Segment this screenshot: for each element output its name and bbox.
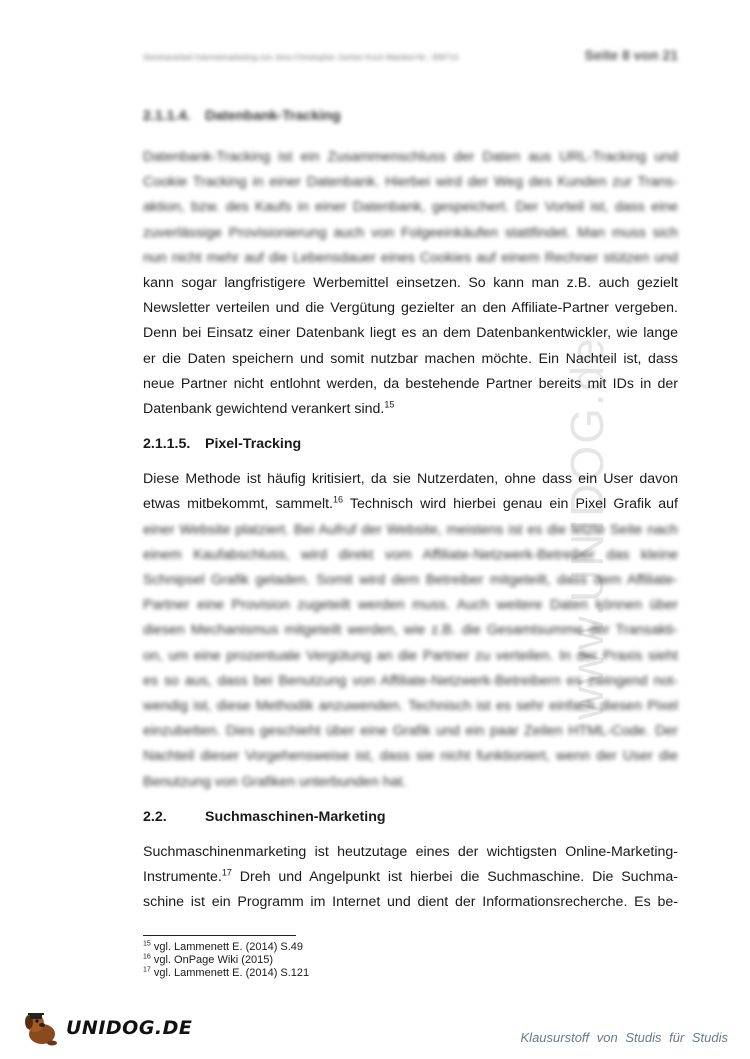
footnote-divider <box>143 935 296 936</box>
text-line: Denn bei Einsatz einer Datenbank liegt es an dem Datenbankentwickler, wie lange <box>143 325 678 342</box>
text-line: Nachteil dieser Vorgehensweise ist, dass sie nicht funktioniert, wenn der User die <box>143 748 678 765</box>
heading-title: Suchmaschinen-Marketing <box>205 808 386 825</box>
heading-pixel-tracking <box>143 432 678 457</box>
text-line: aktion, bzw. des Kaufs in einer Datenbank, gespeichert. Der Vorteil ist, dass eine <box>143 199 678 216</box>
page-number: Seite 8 von 21 <box>584 47 678 63</box>
text-line: Suchmaschinenmarketing ist heutzutage eines der wichtigsten Online-Marketing- <box>143 843 678 860</box>
text-line: einzubetten. Dies geschieht über eine Grafik und ein paar Zeilen HTML-Code. Der <box>143 723 678 740</box>
text-line: kann sogar langfristigere Werbemittel einsetzen. So kann man z.B. auch gezielt <box>143 275 678 292</box>
footnotes <box>143 941 309 980</box>
footnote-text: vgl. Lammenett E. (2014) S.121 <box>153 967 310 979</box>
footnote-number: 17 <box>143 966 151 974</box>
text-line: on, um eine prozentuale Vergütung an die Partner zu verteilen. In der Praxis sieht <box>143 647 678 664</box>
heading-number: 2.1.1.5. <box>143 436 191 453</box>
heading-datenbank-tracking <box>143 104 678 129</box>
text-line: diesen Mechanismus mitgeteilt werden, wie z.B. die Gesamtsumme der Transakti- <box>143 622 678 639</box>
text-line: Cookie Tracking in einer Datenbank. Hierbei wird der Weg des Kunden zur Trans- <box>143 174 678 191</box>
footnote-item <box>143 954 309 967</box>
watermark: www.UNIDOG.de <box>561 336 613 720</box>
text-line: schine ist ein Programm im Internet und dient der Informationsrecherche. Es be- <box>143 894 678 911</box>
text-line: Newsletter verteilen und die Vergütung gezielter an den Affiliate-Partner vergeben. <box>143 300 678 317</box>
paragraph-pixel-tracking <box>143 467 678 795</box>
text-line: Datenbank-Tracking ist ein Zusammenschluss der Daten aus URL-Tracking und <box>143 149 678 165</box>
heading-number: 2.1.1.4. <box>143 108 191 124</box>
heading-suchmaschinen-marketing <box>143 805 678 830</box>
text-line-content: Datenbank gewichtend verankert sind. <box>143 401 385 418</box>
paragraph-datenbank-tracking <box>143 145 678 422</box>
text-line-content: Technisch wird hierbei genau ein Pixel Grafik auf <box>343 496 678 513</box>
text-line: zuverlässige Provisionierung auch von Folgeeinkäufen stattfindet. Man muss sich <box>143 224 678 241</box>
text-line <box>143 397 678 422</box>
heading-title: Pixel-Tracking <box>205 436 302 453</box>
paragraph-suchmaschinen-marketing <box>143 840 678 916</box>
text-line: einer Website platziert. Bei Aufruf der Website, meistens ist es die letzte Seite nach <box>143 521 678 538</box>
footer-slogan: Klausurstoff von Studis für Studis <box>520 1030 728 1045</box>
text-line: wendig ist, diese Methodik anzuwenden. Technisch ist es sehr einfach diesen Pixel <box>143 698 678 715</box>
footnote-text: vgl. Lammenett E. (2014) S.49 <box>153 941 304 953</box>
heading-title: Datenbank-Tracking <box>205 108 341 124</box>
footnote-marker: 15 <box>384 399 395 410</box>
text-line: es so aus, dass bei Benutzung von Affiliate-Netzwerk-Betreibern es zwingend not- <box>143 672 678 689</box>
footnote-number: 15 <box>143 940 151 948</box>
text-line: nun nicht mehr auf die Lebensdauer eines Cookies auf einem Rechner stützen und <box>143 249 678 266</box>
text-line <box>143 865 678 890</box>
text-line: neue Partner nicht entlohnt werden, da bestehende Partner bereits mit IDs in der <box>143 375 678 392</box>
text-line-content: etwas mitbekommt, sammelt. <box>143 496 334 513</box>
unidog-logo[interactable] <box>22 1010 192 1046</box>
text-line: Diese Methode ist häufig kritisiert, da sie Nutzerdaten, ohne dass ein User davon <box>143 471 678 488</box>
text-line <box>143 492 678 517</box>
text-line: Partner eine Provision zugeteilt werden muss. Auch weitere Daten können über <box>143 597 678 614</box>
document-body <box>143 104 678 915</box>
dog-icon <box>22 1010 62 1046</box>
text-line-content: Dreh und Angelpunkt ist hierbei die Suchmaschine. Die Suchma- <box>231 869 678 886</box>
footnote-item <box>143 967 309 980</box>
logo-text: UNIDOG.DE <box>66 1017 193 1039</box>
footnote-marker: 17 <box>221 867 232 878</box>
footnote-text: vgl. OnPage Wiki (2015) <box>153 954 274 966</box>
footnote-item <box>143 941 309 954</box>
text-line: einem Kaufabschluss, wird direkt vom Affiliate-Netzwerk-Betreiber das kleine <box>143 546 678 563</box>
text-line-content: Instrumente. <box>143 869 222 886</box>
footnote-number: 16 <box>143 953 151 961</box>
heading-number: 2.2. <box>143 808 167 825</box>
page-header-left: Seminararbeit Internetmarketing von Jens-Christopher Jochen Koch Matrikel-Nr.: 309714 <box>143 53 459 62</box>
text-line: Benutzung von Grafiken unterbunden hat. <box>143 773 407 790</box>
text-line: er die Daten speichern und somit nutzbar machen möchte. Ein Nachteil ist, dass <box>143 350 678 367</box>
text-line: Schnipsel Grafik geladen. Somit wird dem Betreiber mitgeteilt, dass dem Affiliate- <box>143 572 678 589</box>
footnote-marker: 16 <box>333 494 344 505</box>
